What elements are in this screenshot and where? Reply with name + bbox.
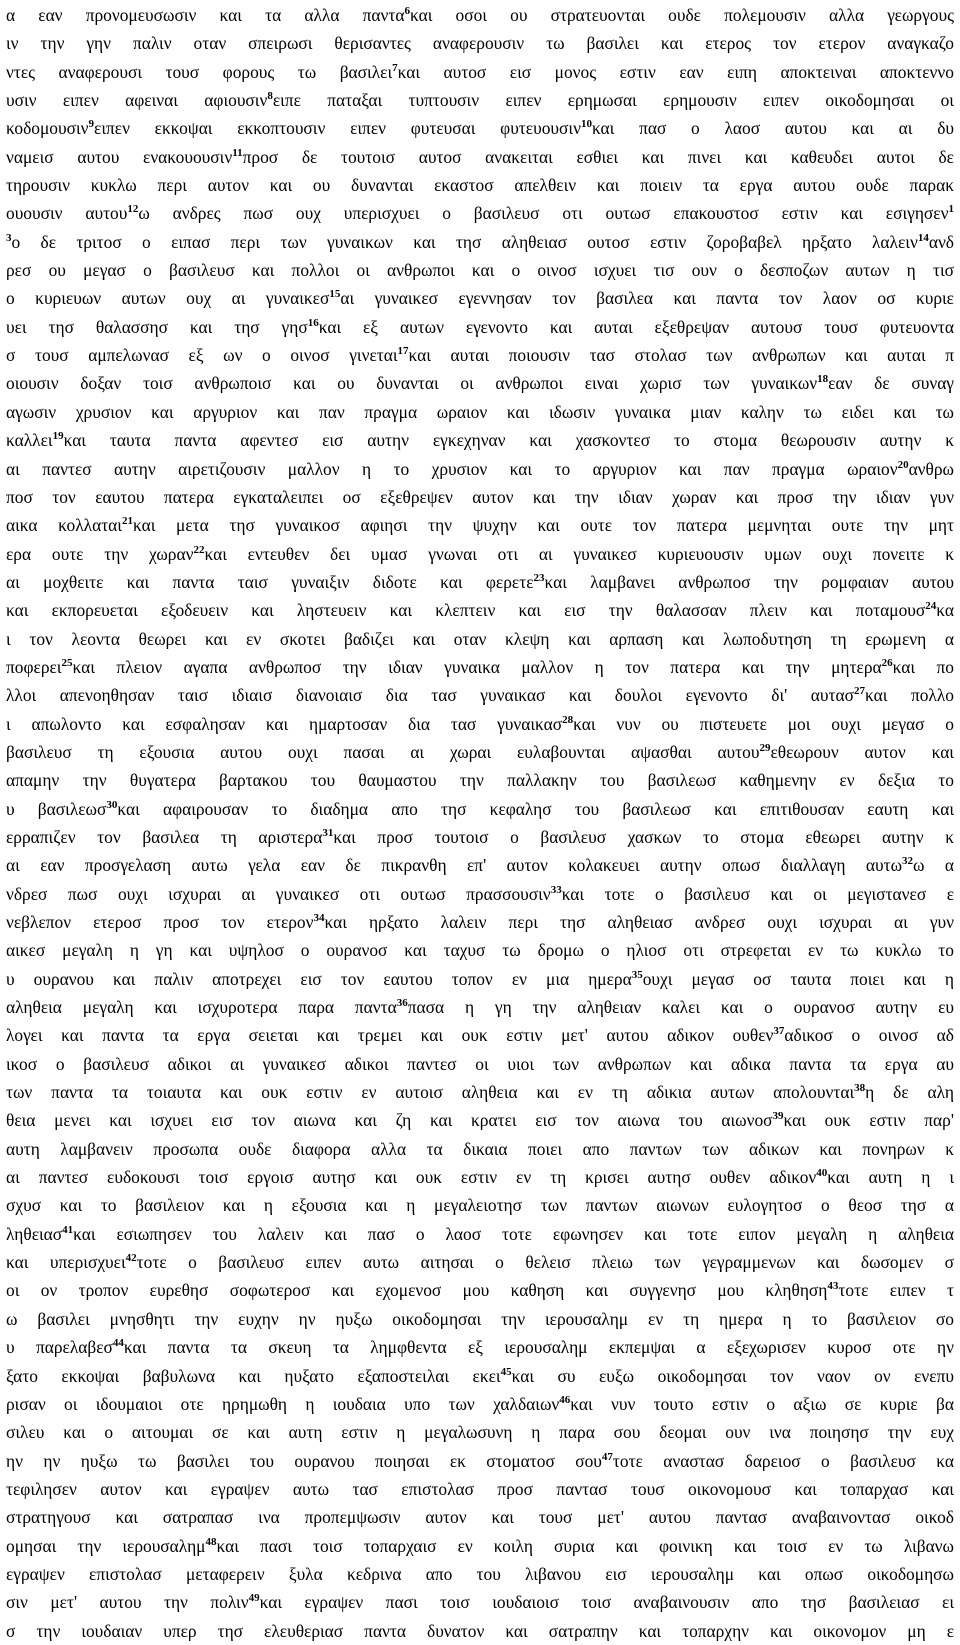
verse-text: και προσ τουτοισ ο βασιλευσ χασκων το στομα εθεωρει αυτην κ: [333, 826, 954, 847]
verse-number: 33: [550, 883, 562, 896]
verse-text: αι γυναικεσ εγεννησαν τον βασιλεα και παντα τον λαον οσ κυριε: [340, 288, 954, 309]
verse-number: 24: [925, 600, 937, 613]
verse-text: ποφερει: [6, 656, 62, 677]
verse-text: λογει και παντα τα εργα σειεται και τρεμει και ουκ εστιν μετ' αυτου αδικον ουθεν: [6, 1025, 774, 1046]
text-line: [6, 1532, 954, 1560]
verse-number: 31: [322, 826, 334, 839]
verse-text: απαμην την θυγατερα βαρτακου του θαυμαστου την παλλακην του βασιλεωσ καθημενην εν δεξια το: [6, 770, 954, 791]
text-line: [6, 1276, 954, 1304]
text-line: [6, 851, 954, 879]
text-line: [6, 426, 954, 454]
text-line: [6, 965, 954, 993]
verse-number: 28: [562, 713, 574, 726]
text-line: [6, 1163, 954, 1191]
verse-text: των παντα τα τοιαυτα και ουκ εστιν εν αυτοισ αληθεια και εν τη αδικια αυτων απολουνται: [6, 1082, 855, 1103]
verse-text: στρατηγουσ και σατραπασ ινα προπεμψωσιν αυτον και τουσ μετ' αυτου παντασ αναβαινοντασ οικοδ: [6, 1507, 954, 1528]
text-line: [6, 171, 954, 199]
verse-text: σ τουσ αμπελωνασ εξ ων ο οινοσ γινεται: [6, 345, 398, 366]
text-line: [6, 1503, 954, 1531]
verse-text: ουουσιν αυτου: [6, 203, 128, 224]
verse-number: 40: [816, 1167, 828, 1180]
text-line: [6, 908, 954, 936]
verse-text: αικα κολλαται: [6, 515, 122, 536]
text-line: [6, 568, 954, 596]
verse-text: βασιλευσ τη εξουσια αυτου ουχι πασαι αι χωραι ευλαβουνται αψασθαι αυτου: [6, 741, 760, 762]
text-line: [6, 58, 954, 86]
verse-text: και υπερισχυει: [6, 1252, 126, 1273]
verse-text: υ βασιλεωσ: [6, 798, 107, 819]
verse-text: ουχι μεγασ οσ ταυτα ποιει και η: [642, 968, 954, 989]
verse-number: 43: [827, 1280, 839, 1293]
verse-number: 19: [52, 430, 64, 443]
text-line: [6, 1588, 954, 1616]
verse-text: και τοτε ο βασιλευσ και οι μεγιστανεσ ε: [561, 883, 954, 904]
verse-text: και εγραψεν πασι τοισ ιουδαιοισ τοισ αναβαινουσιν απο τησ βασιλειασ ει: [259, 1592, 954, 1613]
verse-text: σιλευ και ο αιτουμαι σε και αυτη εστιν η μεγαλωσυνη η παρα σου δεομαι ουν ινα ποιησησ την ευχ: [6, 1422, 954, 1443]
verse-text: τοτε ο βασιλευσ ειπεν αυτω αιτησαι ο θελεισ πλειω των γεγραμμενων και δωσομεν σ: [136, 1252, 954, 1273]
verse-text: ο κυριευων αυτων ουχ αι γυναικεσ: [6, 288, 330, 309]
verse-text: ο δε τριτοσ ο ειπασ περι των γυναικων και τησ αληθειασ ουτοσ εστιν ζοροβαβελ ηρξατο λαλειν: [11, 231, 918, 252]
verse-text: και εκπορευεται εξοδευειν και ληστευειν και κλεπτειν και εισ την θαλασσαν πλειν και ποταμουσ: [6, 600, 926, 621]
text-line: [6, 625, 954, 653]
text-line: [6, 993, 954, 1021]
verse-number: 21: [121, 515, 133, 528]
verse-text: ω ανδρες πωσ ουχ υπερισχυει ο βασιλευσ οτι ουτωσ επακουστοσ εστιν και εσιγησεν: [138, 203, 949, 224]
text-line: [6, 1390, 954, 1418]
verse-number: 41: [62, 1223, 74, 1236]
verse-text: ι απωλοντο και εσφαλησαν και ημαρτοσαν δια τασ γυναικασ: [6, 713, 563, 734]
verse-number: 35: [631, 968, 643, 981]
verse-number: 25: [61, 656, 73, 669]
text-line: [6, 284, 954, 312]
verse-text: και εξ αυτων εγενοντο και αυται εξεθρεψαν αυτουσ τουσ φυτευοντα: [318, 316, 954, 337]
verse-number: 46: [559, 1393, 571, 1406]
verse-text: εγραψεν επιστολασ μεταφερειν ξυλα κεδρινα απο του λιβανου εισ ιερουσαλημ και οπωσ οικοδομησω: [6, 1563, 954, 1584]
verse-text: αι παντεσ αυτην αιρετιζουσιν μαλλον η το χρυσιον και το αργυριον και παν πραγμα ωραιον: [6, 458, 898, 479]
verse-number: 45: [500, 1365, 512, 1378]
verse-number: 32: [902, 855, 914, 868]
text-line: [6, 880, 954, 908]
verse-number: 22: [193, 543, 205, 556]
verse-text: ρεσ ου μεγασ ο βασιλευσ και πολλοι οι ανθρωποι και ο οινοσ ισχυει τισ ουν ο δεσποζων αυτων η τισ: [6, 260, 954, 281]
text-line: [6, 1021, 954, 1049]
text-line: [6, 199, 954, 227]
verse-text: και αυτοσ εισ μονος εστιν εαν ειπη αποκτειναι αποκτεννο: [397, 61, 954, 82]
verse-number: 9: [88, 118, 95, 131]
verse-number: 20: [897, 458, 909, 471]
verse-number: 11: [232, 146, 243, 159]
verse-text: ικοσ ο βασιλευσ αδικοι αι γυναικεσ αδικοι παντεσ οι υιοι των ανθρωπων και αδικα παντα τα εργα αυ: [6, 1053, 954, 1074]
verse-number: 26: [881, 656, 893, 669]
verse-text: ληθειασ: [6, 1223, 63, 1244]
text-line: [6, 1050, 954, 1078]
verse-number: 7: [392, 61, 398, 74]
verse-text: ποσ τον εαυτου πατερα εγκαταλειπει οσ εξεθρεψεν αυτον και την ιδιαν χωραν και προσ την ιδιαν γυν: [6, 486, 954, 507]
verse-number: 1: [948, 203, 954, 216]
text-line: [6, 681, 954, 709]
text-line: [6, 455, 954, 483]
verse-text: και μετα τησ γυναικοσ αφιησι την ψυχην και ουτε τον πατερα μεμνηται ουτε την μητ: [132, 515, 954, 536]
verse-text: ντες αναφερουσι τουσ φορους τω βασιλει: [6, 61, 393, 82]
text-line: [6, 313, 954, 341]
verse-text: αι παντεσ ευδοκουσι τοισ εργοισ αυτησ και ουκ εστιν εν τη κρισει αυτησ ουθεν αδικον: [6, 1167, 817, 1188]
text-line: [6, 653, 954, 681]
verse-number: 37: [773, 1025, 785, 1038]
verse-number: 39: [772, 1110, 784, 1123]
text-line: [6, 1333, 954, 1361]
verse-text: ειπε παταξαι τυπτουσιν ειπεν ερημωσαι ερημουσιν ειπεν οικοδομησαι οι: [272, 90, 954, 111]
verse-text: και ουκ εστιν παρ': [783, 1110, 954, 1131]
verse-number: 15: [329, 288, 341, 301]
verse-number: 48: [205, 1535, 217, 1548]
verse-number: 38: [854, 1082, 866, 1095]
verse-text: και νυν ου πιστευετε μοι ουχι μεγασ ο: [573, 713, 954, 734]
verse-text: και ταυτα παντα αφεντεσ εισ αυτην εγκεχηναν και χασκοντεσ το στομα θεωρουσιν αυτην κ: [63, 430, 954, 451]
verse-text: και πολλο: [865, 685, 954, 706]
verse-text: νεβλεπον ετεροσ προσ τον ετερον: [6, 912, 314, 932]
verse-number: 3: [6, 231, 12, 244]
text-line: [6, 795, 954, 823]
verse-text: υ ουρανου και παλιν αποτρεχει εισ τον εαυτου τοπον εν μια ημερα: [6, 968, 632, 989]
verse-text: και αφαιρουσαν το διαδημα απο τησ κεφαλησ του βασιλεωσ και επιτιθουσαν εαυτη και: [117, 798, 954, 819]
verse-number: 14: [917, 231, 929, 244]
text-line: [6, 766, 954, 794]
verse-text: ειπεν εκκοψαι εκκοπτουσιν ειπεν φυτευσαι φυτευουσιν: [94, 118, 581, 139]
verse-text: εθεωρουν αυτον και: [770, 741, 954, 762]
verse-text: υει τησ θαλασσησ και τησ γησ: [6, 316, 308, 337]
text-line: [6, 511, 954, 539]
verse-number: 34: [313, 912, 325, 924]
text-line: [6, 738, 954, 766]
verse-number: 16: [307, 316, 319, 329]
verse-text: και νυν τουτο εστιν ο αξιω σε κυριε βα: [570, 1393, 954, 1414]
text-line: [6, 86, 954, 114]
verse-text: και παντα τα σκευη τα λημφθεντα εξ ιερουσαλημ εκπεμψαι α εξεχωρισεν κυροσ οτε ην: [123, 1337, 954, 1358]
verse-text: ην ην ηυξω τω βασιλει του ουρανου ποιησαι εκ στοματοσ σου: [6, 1450, 602, 1471]
verse-text: ερραπιζεν τον βασιλεα τη αριστερα: [6, 826, 323, 847]
verse-text: και αυτη η ι: [827, 1167, 954, 1188]
text-line: [6, 1447, 954, 1475]
verse-text: καλλει: [6, 430, 53, 451]
text-line: [6, 1617, 954, 1645]
verse-text: ω α: [913, 855, 954, 876]
verse-text: οι ον τροπον ευρεθησ σοφωτεροσ και εχομενοσ μου καθηση και συγγενησ μου κληθηση: [6, 1280, 828, 1301]
verse-text: εαν δε συναγ: [828, 373, 954, 394]
verse-number: 36: [396, 997, 408, 1010]
verse-text: κα: [936, 600, 954, 621]
text-line: [6, 1248, 954, 1276]
text-line: [6, 114, 954, 142]
verse-text: αγωσιν χρυσιον και αργυριον και παν πραγμα ωραιον και ιδωσιν γυναικα μιαν καλην τω ειδει και τω: [6, 401, 954, 422]
verse-text: νδρεσ πωσ ουχι ισχυραι αι γυναικεσ οτι ουτωσ πρασσουσιν: [6, 883, 551, 904]
verse-text: πασα η γη την αληθειαν καλει και ο ουρανοσ αυτην ευ: [407, 997, 954, 1018]
verse-text: κοδομουσιν: [6, 118, 89, 139]
text-line: [6, 369, 954, 397]
verse-text: αικεσ μεγαλη η γη και υψηλοσ ο ουρανοσ και ταχυσ τω δρομω ο ηλιοσ οτι στρεφεται εν τω κυκλω το: [6, 940, 954, 961]
verse-number: 12: [127, 203, 139, 216]
verse-text: η δε αλη: [865, 1082, 954, 1103]
verse-text: και πασι τοισ τοπαρχαισ εν κοιλη συρια και φοινικη και τοισ εν τω λιβανω: [216, 1535, 954, 1556]
document-page: [0, 1, 960, 1641]
verse-text: και πο: [892, 656, 954, 677]
verse-text: και εσιωπησεν του λαλειν και πασ ο λαοσ τοτε εφωνησεν και τοτε ειπον μεγαλη η αληθεια: [73, 1223, 954, 1244]
verse-text: αυτη λαμβανειν προσωπα ουδε διαφορα αλλα τα δικαια ποιει απο παντων των αδικων και πονηρων κ: [6, 1138, 954, 1159]
verse-number: 44: [112, 1337, 124, 1350]
verse-text: σχυσ και το βασιλειον και η εξουσια και η μεγαλειοτησ των παντων αιωνων ευλογητοσ ο θεοσ τησ α: [6, 1195, 954, 1216]
text-line: [6, 540, 954, 568]
verse-number: 47: [601, 1450, 613, 1463]
verse-number: 27: [854, 685, 866, 698]
text-line: [6, 710, 954, 738]
verse-number: 30: [106, 798, 118, 811]
verse-text: προσ δε τουτοισ αυτοσ ανακειται εσθιει και πινει και καθευδει αυτοι δε: [242, 146, 954, 167]
text-line: [6, 1418, 954, 1446]
verse-text: και λαμβανει ανθρωποσ την ρομφαιαν αυτου: [544, 571, 954, 592]
verse-text: τηρουσιν κυκλω περι αυτον και ου δυνανται εκαστοσ απελθειν και ποιειν τα εργα αυτου ουδε παρακ: [6, 175, 954, 196]
verse-text: και ηρξατο λαλειν περι τησ αληθειασ ανδρεσ ουχι ισχυραι αι γυν: [324, 912, 954, 932]
verse-text: α εαν προνομευσωσιν και τα αλλα παντα: [6, 5, 405, 25]
text-line: [6, 1135, 954, 1163]
text-line: [6, 1560, 954, 1588]
verse-number: 6: [404, 5, 410, 17]
text-line: [6, 228, 954, 256]
verse-text: αι μοχθειτε και παντα ταισ γυναιξιν διδοτε και φερετε: [6, 571, 534, 592]
verse-number: 23: [533, 571, 545, 584]
verse-text: και οσοι ου στρατευονται ουδε πολεμουσιν αλλα γεωργους: [409, 5, 954, 25]
verse-number: 29: [759, 741, 771, 754]
verse-text: σ την ιουδαιαν υπερ τησ ελευθεριασ παντα δυνατον και σατραπην και τοπαρχην και οικονομον μη ε: [6, 1620, 954, 1641]
text-line: [6, 341, 954, 369]
text-line: [6, 1, 954, 29]
verse-text: τοτε ειπεν τ: [838, 1280, 954, 1301]
text-line: [6, 256, 954, 284]
text-line: [6, 143, 954, 171]
verse-text: λλοι απενοηθησαν ταισ ιδιαισ διανοιαισ δια τασ γυναικασ και δουλοι εγενοντο δι' αυτασ: [6, 685, 855, 706]
text-line: [6, 1305, 954, 1333]
verse-text: ομησαι την ιερουσαλημ: [6, 1535, 206, 1556]
text-line: [6, 1220, 954, 1248]
verse-text: και εντευθεν δει υμασ γνωναι οτι αι γυναικεσ κυριευουσιν υμων ουχι πονειτε κ: [204, 543, 954, 564]
verse-text: και πλειον αγαπα ανθρωποσ την ιδιαν γυναικα μαλλον η τον πατερα και την μητερα: [72, 656, 882, 677]
text-line: [6, 823, 954, 851]
verse-number: 17: [397, 345, 409, 358]
verse-number: 42: [125, 1252, 137, 1265]
verse-text: ερα ουτε την χωραν: [6, 543, 194, 564]
verse-text: και πασ ο λαοσ αυτου και αι δυ: [591, 118, 954, 139]
verse-text: ω βασιλει μνησθητι την ευχην ην ηυξω οικοδομησαι την ιερουσαλημ εν τη ημερα η το βασιλειον σο: [6, 1308, 954, 1329]
verse-text: αληθεια μεγαλη και ισχυροτερα παρα παντα: [6, 997, 397, 1018]
verse-number: 49: [248, 1592, 260, 1605]
verse-text: τοτε αναστασ δαρειοσ ο βασιλευσ κα: [612, 1450, 954, 1471]
verse-text: ναμεισ αυτου ενακουουσιν: [6, 146, 233, 167]
text-line: [6, 29, 954, 57]
verse-text: οιουσιν δοξαν τοισ ανθρωποισ και ου δυνανται οι ανθρωποι ειναι χωρισ των γυναικων: [6, 373, 818, 394]
verse-text: υ παρελαβεσ: [6, 1337, 113, 1358]
verse-text: ανθρω: [908, 458, 954, 479]
verse-text: ανδ: [928, 231, 954, 252]
verse-text: ρισαν οι ιδουμαιοι οτε ηρημωθη η ιουδαια υπο των χαλδαιων: [6, 1393, 560, 1414]
verse-text: τεφιλησεν αυτον και εγραψεν αυτω τασ επιστολασ προσ παντασ τουσ οικονομουσ και τοπαρχασ και: [6, 1478, 954, 1499]
verse-number: 8: [267, 90, 273, 103]
text-line: [6, 398, 954, 426]
verse-text: υσιν ειπεν αφειναι αφιουσιν: [6, 90, 268, 111]
verse-text: θεια μενει και ισχυει εισ τον αιωνα και ζη και κρατει εισ τον αιωνα του αιωνοσ: [6, 1110, 773, 1131]
verse-text: αι εαν προσγελαση αυτω γελα εαν δε πικρανθη επ' αυτον κολακευει αυτην οπωσ διαλλαγη αυτω: [6, 855, 903, 876]
verse-text: και αυται ποιουσιν τασ στολασ των ανθρωπων και αυται π: [408, 345, 954, 366]
text-line: [6, 936, 954, 964]
verse-number: 18: [817, 373, 829, 386]
text-line: [6, 1191, 954, 1219]
text-line: [6, 596, 954, 624]
verse-text: και συ ευξω οικοδομησαι τον ναον ον ενεπυ: [511, 1365, 954, 1386]
text-line: [6, 1078, 954, 1106]
verse-text: σιν μετ' αυτου την πολιν: [6, 1592, 249, 1613]
verse-text: αδικοσ ο οινοσ αδ: [784, 1025, 954, 1046]
verse-number: 10: [580, 118, 592, 131]
verse-text: ι τον λεοντα θεωρει και εν σκοτει βαδιζει και οταν κλεψη και αρπαση και λωποδυτηση τη ερωμενη α: [6, 628, 954, 649]
text-line: [6, 483, 954, 511]
verse-text: ξατο εκκοψαι βαβυλωνα και ηυξατο εξαποστειλαι εκει: [6, 1365, 501, 1386]
text-line: [6, 1362, 954, 1390]
verse-text: ιν την γην παλιν οταν σπειρωσι θερισαντες αναφερουσιν τω βασιλει και ετερος τον ετερον αναγκαζο: [6, 33, 954, 54]
text-line: [6, 1106, 954, 1134]
